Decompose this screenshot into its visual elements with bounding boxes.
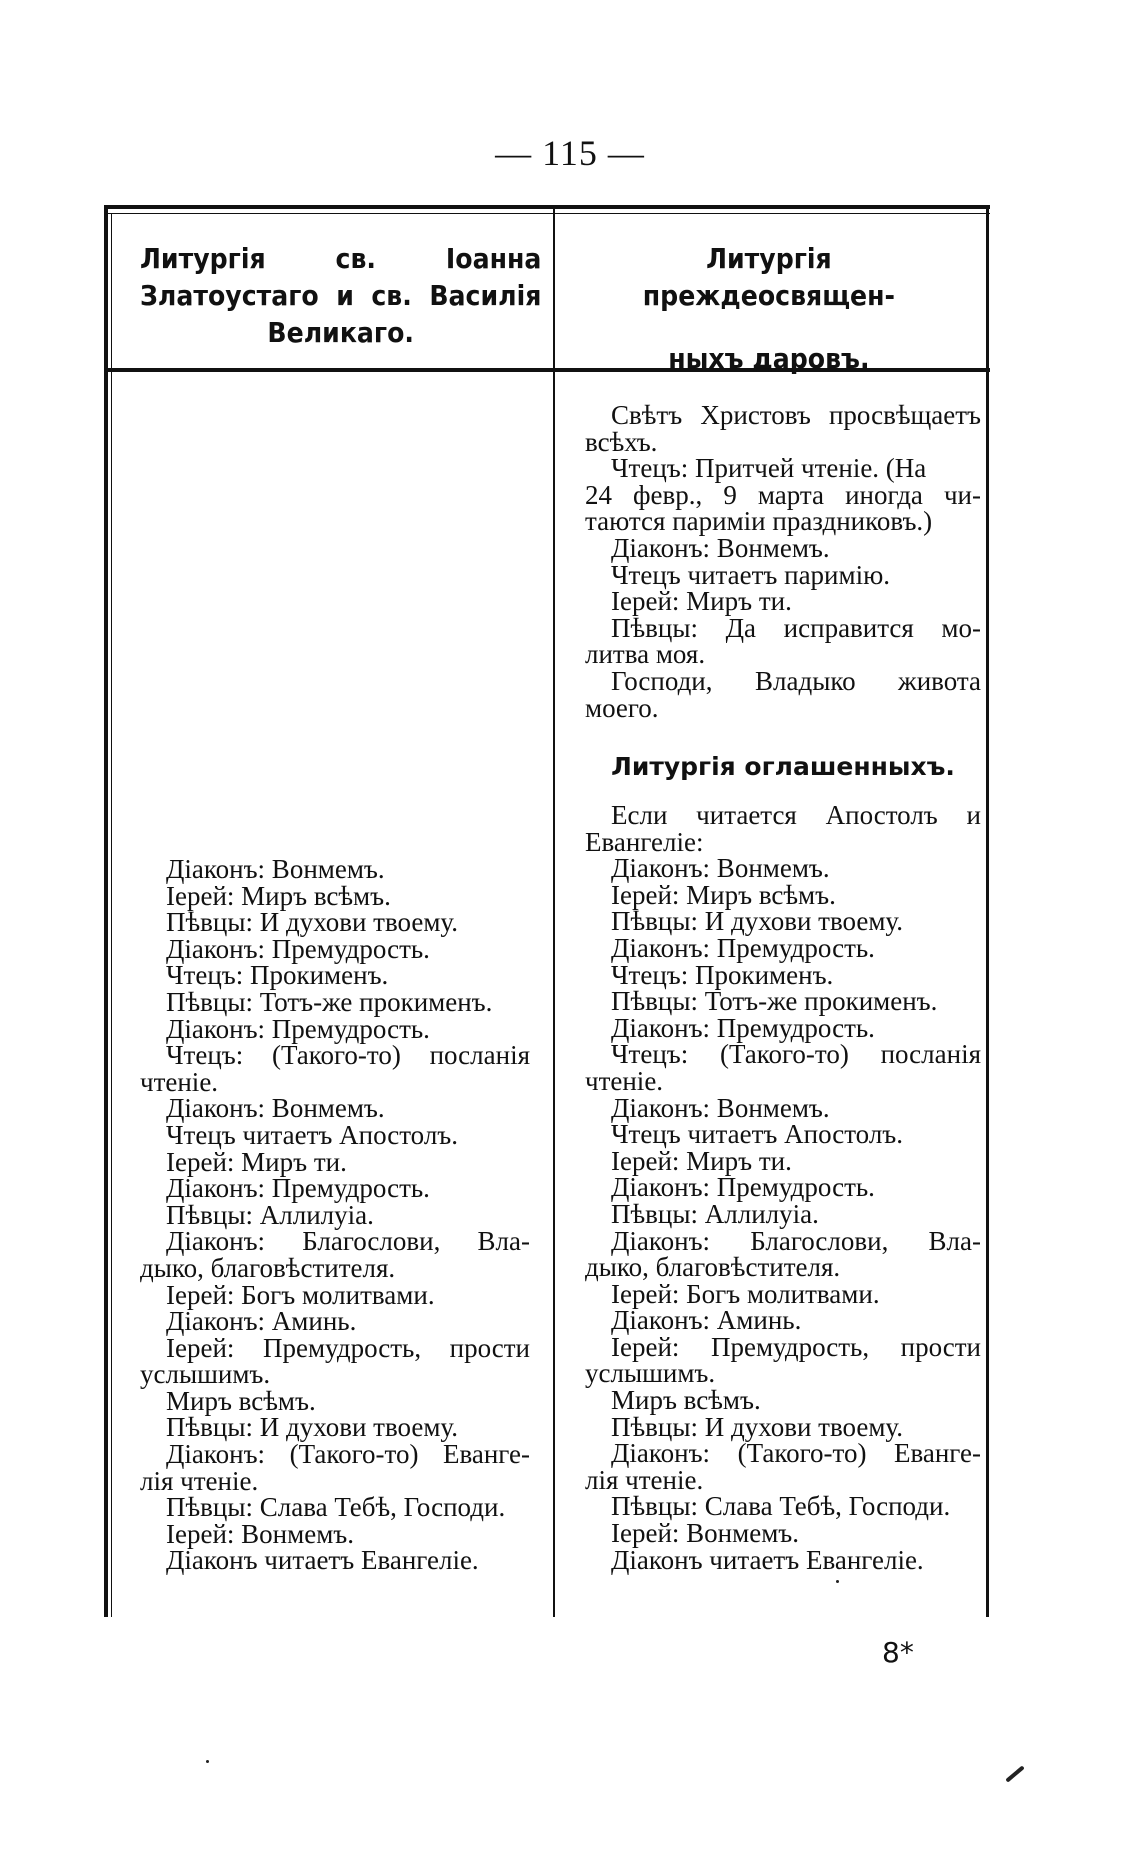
- text-line: Пѣвцы: Тотъ-же прокименъ.: [611, 986, 938, 1017]
- text-line: Іерей: Миръ ти.: [166, 1146, 347, 1177]
- text-line: Если читается Апостолъ и: [611, 800, 981, 830]
- table-left-rule: [104, 205, 108, 1617]
- text-line: таются паримiи праздниковъ.): [585, 506, 933, 537]
- text-line: Пѣвцы: Слава Тебѣ, Господи.: [611, 1491, 951, 1522]
- text-line: лія чтеніе.: [585, 1464, 704, 1495]
- ink-mark: [1005, 1765, 1024, 1782]
- page-number: — 115 —: [495, 133, 645, 173]
- text-line: Іерей: Миръ всѣмъ.: [611, 879, 836, 910]
- text-line: Пѣвцы: И духови твоему.: [611, 1411, 903, 1442]
- text-line: Іерей: Миръ ти.: [611, 1145, 792, 1176]
- text-line: Діаконъ: (Такого-то) Еванге-: [166, 1439, 530, 1470]
- text-line: чтеніе.: [585, 1065, 664, 1096]
- text-line: Діаконъ: Премудрость.: [611, 932, 875, 963]
- text-line: Діаконъ: Вонмемъ.: [166, 854, 385, 884]
- table-top-rule-thin: [104, 213, 990, 214]
- text-line: Діаконъ: Вонмемъ.: [611, 532, 830, 563]
- text-line: Діаконъ: Премудрость.: [166, 933, 430, 964]
- ink-speck: [206, 1760, 209, 1763]
- text-line: Діаконъ: Премудрость.: [166, 1013, 430, 1044]
- text-line: Свѣтъ Христовъ просвѣщаетъ: [611, 400, 981, 430]
- signature-mark: 8*: [882, 1636, 914, 1669]
- text-line: услышимъ.: [585, 1358, 716, 1389]
- text-line: Пѣвцы: Аллилуіа.: [166, 1199, 374, 1230]
- text-line: Діаконъ: Премудрость.: [166, 1173, 430, 1204]
- text-line: Діаконъ читаетъ Евангеліе.: [611, 1544, 924, 1575]
- text-line: всѣхъ.: [585, 426, 658, 457]
- right-column-bottom-text: [585, 802, 981, 1573]
- text-line: Діаконъ: Аминь.: [166, 1306, 357, 1337]
- text-line: Чтецъ: Прокименъ.: [611, 959, 834, 990]
- text-line: дыко, благовѣстителя.: [585, 1252, 841, 1283]
- text-line: Чтецъ читаетъ паримію.: [611, 559, 891, 590]
- table-left-rule-thin: [111, 213, 112, 1617]
- header-right-title-line1: Литургія преждеосвящен-: [642, 242, 896, 312]
- text-line: Чтецъ: (Такого-то) посланія: [611, 1039, 981, 1070]
- table-top-rule: [104, 205, 990, 209]
- text-line: Діаконъ: Вонмемъ.: [166, 1093, 385, 1124]
- header-left-title: [140, 240, 541, 351]
- text-line: Господи, Владыко живота: [611, 665, 981, 696]
- text-line: Іерей: Миръ ти.: [611, 586, 792, 617]
- text-line: Діаконъ: (Такого-то) Еванге-: [611, 1438, 981, 1469]
- text-line: Чтецъ: Прокименъ.: [166, 960, 389, 991]
- table-right-rule: [986, 205, 989, 1617]
- text-line: моего.: [585, 692, 659, 723]
- text-line: Діаконъ: Аминь.: [611, 1305, 802, 1336]
- text-line: услышимъ.: [140, 1359, 271, 1390]
- text-line: 24 февр., 9 марта иногда чи-: [585, 479, 981, 510]
- header-left-title-text: Литургія св. Іоанна Златоустаго и св. Василія Великаго.: [140, 242, 542, 349]
- text-line: Іерей: Вонмемъ.: [166, 1518, 354, 1549]
- text-line: Іерей: Премудрость, прости: [166, 1332, 530, 1363]
- text-line: Чтецъ читаетъ Апостолъ.: [166, 1119, 459, 1150]
- text-line: Діаконъ: Благослови, Вла-: [611, 1225, 981, 1256]
- header-right-title-line2: ныхъ даровъ.: [668, 342, 870, 375]
- text-line: Діаконъ читаетъ Евангеліе.: [166, 1545, 479, 1576]
- text-line: Миръ всѣмъ.: [611, 1385, 761, 1416]
- ink-speck: [836, 1580, 839, 1583]
- text-line: Пѣвцы: И духови твоему.: [166, 1412, 458, 1443]
- text-line: Чтецъ: Притчей чтеніе. (На: [611, 453, 927, 484]
- text-line: Чтецъ: (Такого-то) посланія: [166, 1040, 530, 1071]
- text-line: Діаконъ: Премудрость.: [611, 1172, 875, 1203]
- text-line: литва моя.: [585, 639, 706, 670]
- text-line: дыко, благовѣстителя.: [140, 1252, 396, 1283]
- text-line: Евангеліе:: [585, 826, 704, 857]
- text-line: Пѣвцы: Аллилуіа.: [611, 1198, 819, 1229]
- left-column-text: [140, 856, 530, 1574]
- text-line: чтеніе.: [140, 1066, 219, 1097]
- text-line: Іерей: Вонмемъ.: [611, 1518, 799, 1549]
- text-line: Чтецъ читаетъ Апостолъ.: [611, 1119, 904, 1150]
- text-line: Діаконъ: Вонмемъ.: [611, 853, 830, 884]
- text-line: Діаконъ: Вонмемъ.: [611, 1092, 830, 1123]
- text-line: Пѣвцы: Тотъ-же прокименъ.: [166, 986, 493, 1017]
- text-line: Іерей: Премудрость, прости: [611, 1331, 981, 1362]
- text-line: Діаконъ: Премудрость.: [611, 1012, 875, 1043]
- right-column-subheading: Литургія оглашенныхъ.: [611, 752, 955, 781]
- text-line: Пѣвцы: И духови твоему.: [611, 906, 903, 937]
- column-divider: [553, 209, 555, 1617]
- text-line: Іерей: Богъ молитвами.: [611, 1278, 880, 1309]
- text-line: Пѣвцы: И духови твоему.: [166, 907, 458, 938]
- text-line: Діаконъ: Благослови, Вла-: [166, 1226, 530, 1257]
- text-line: Миръ всѣмъ.: [166, 1385, 316, 1416]
- header-right-title: [588, 240, 950, 377]
- text-line: Іерей: Миръ всѣмъ.: [166, 880, 391, 911]
- text-line: Пѣвцы: Слава Тебѣ, Господи.: [166, 1492, 506, 1523]
- text-line: лія чтеніе.: [140, 1465, 259, 1496]
- text-line: Пѣвцы: Да исправится мо-: [611, 612, 981, 643]
- text-line: Іерей: Богъ молитвами.: [166, 1279, 435, 1310]
- right-column-top-text: [585, 402, 981, 721]
